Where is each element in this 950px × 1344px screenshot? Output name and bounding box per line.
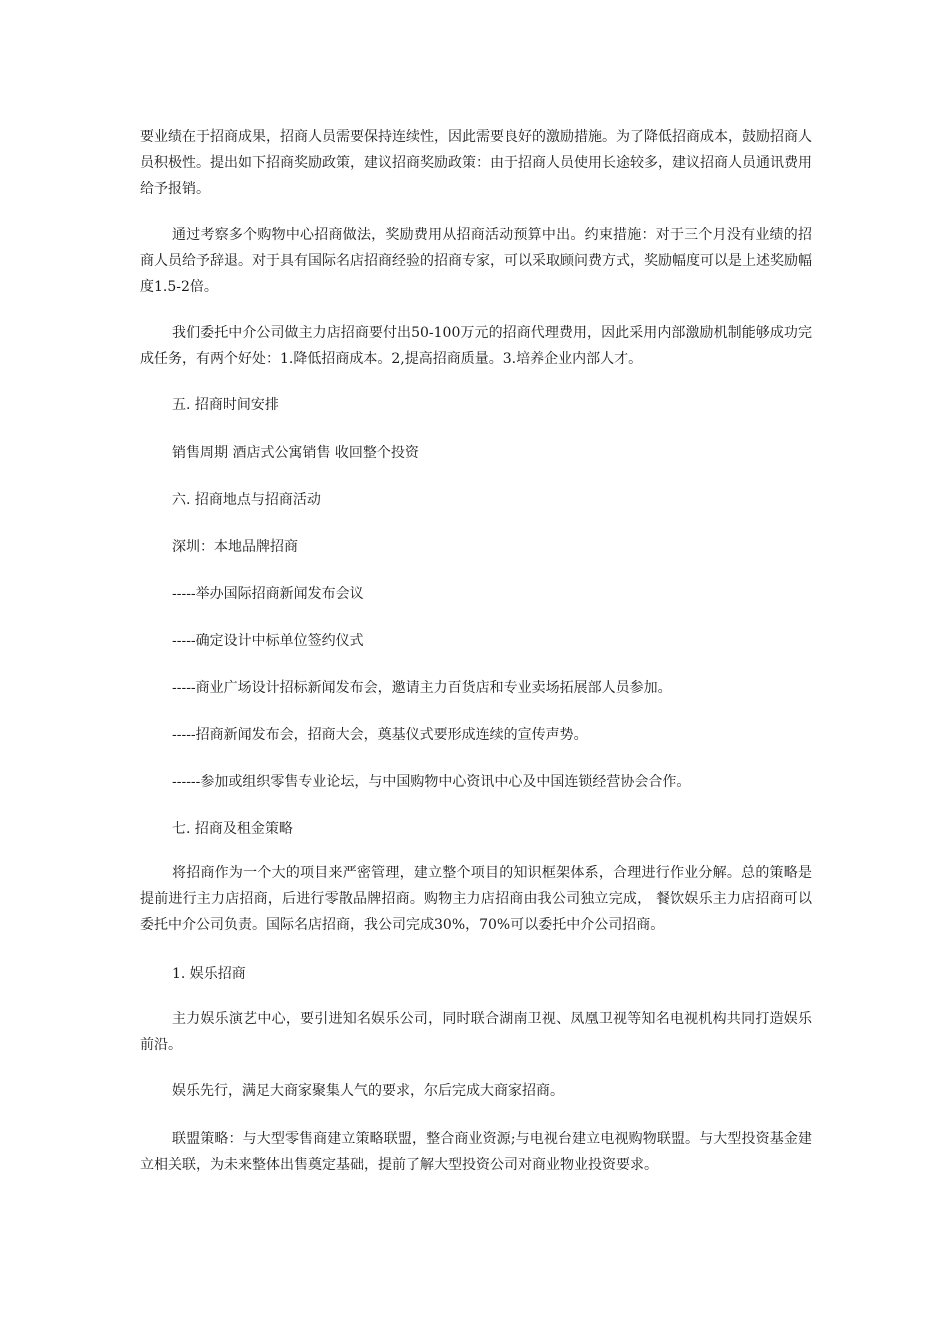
list-item-event: ------参加或组织零售专业论坛，与中国购物中心资讯中心及中国连锁经营协会合作。 [172,774,691,790]
list-item-event: -----举办国际招商新闻发布会议 [172,586,364,602]
paragraph-entertainment-first: 娱乐先行，满足大商家聚集人气的要求，尔后完成大商家招商。 [172,1083,564,1099]
subheading-entertainment: 1. 娱乐招商 [172,966,246,982]
paragraph-entertainment-center: 主力娱乐演艺中心，要引进知名娱乐公司，同时联合湖南卫视、凤凰卫视等知名电视机构共同打造娱乐前沿。 [140,1011,812,1053]
section-heading-5: 五. 招商时间安排 [172,397,279,413]
paragraph-sales-cycle: 销售周期 酒店式公寓销售 收回整个投资 [172,445,419,461]
list-item-event: -----商业广场设计招标新闻发布会，邀请主力百货店和专业卖场拓展部人员参加。 [172,680,672,696]
paragraph-alliance-strategy: 联盟策略：与大型零售商建立策略联盟，整合商业资源;与电视台建立电视购物联盟。与大型投资基金建立相关联，为未来整体出售奠定基础，提前了解大型投资公司对商业物业投资要求。 [140,1131,812,1173]
paragraph-agency-cost: 我们委托中介公司做主力店招商要付出50-100万元的招商代理费用，因此采用内部激励机制能够成功完成任务，有两个好处：1.降低招商成本。2,提高招商质量。3.培养企业内部人才。 [140,325,812,367]
paragraph-shenzhen: 深圳：本地品牌招商 [172,539,298,555]
section-heading-6: 六. 招商地点与招商活动 [172,492,321,508]
list-item-event: -----招商新闻发布会，招商大会，奠基仪式要形成连续的宣传声势。 [172,727,588,743]
paragraph-leasing-strategy: 将招商作为一个大的项目来严密管理，建立整个项目的知识框架体系，合理进行作业分解。总的策略是提前进行主力店招商，后进行零散品牌招商。购物主力店招商由我公司独立完成， 餐饮娱乐主力店招商可以委托中介公司负责。国际名店招商，我公司完成30%，70%可以委托中介公司招商。 [140,865,812,933]
paragraph-incentive-budget: 通过考察多个购物中心招商做法，奖励费用从招商活动预算中出。约束措施：对于三个月没有业绩的招商人员给予辞退。对于具有国际名店招商经验的招商专家，可以采取顾问费方式，奖励幅度可以是上述奖励幅度1.5-2倍。 [140,227,812,295]
section-heading-7: 七. 招商及租金策略 [172,821,293,837]
list-item-event: -----确定设计中标单位签约仪式 [172,633,364,649]
paragraph-incentive-intro: 要业绩在于招商成果，招商人员需要保持连续性，因此需要良好的激励措施。为了降低招商成本，鼓励招商人员积极性。提出如下招商奖励政策，建议招商奖励政策：由于招商人员使用长途较多，建议招商人员通讯费用给予报销。 [140,129,812,197]
